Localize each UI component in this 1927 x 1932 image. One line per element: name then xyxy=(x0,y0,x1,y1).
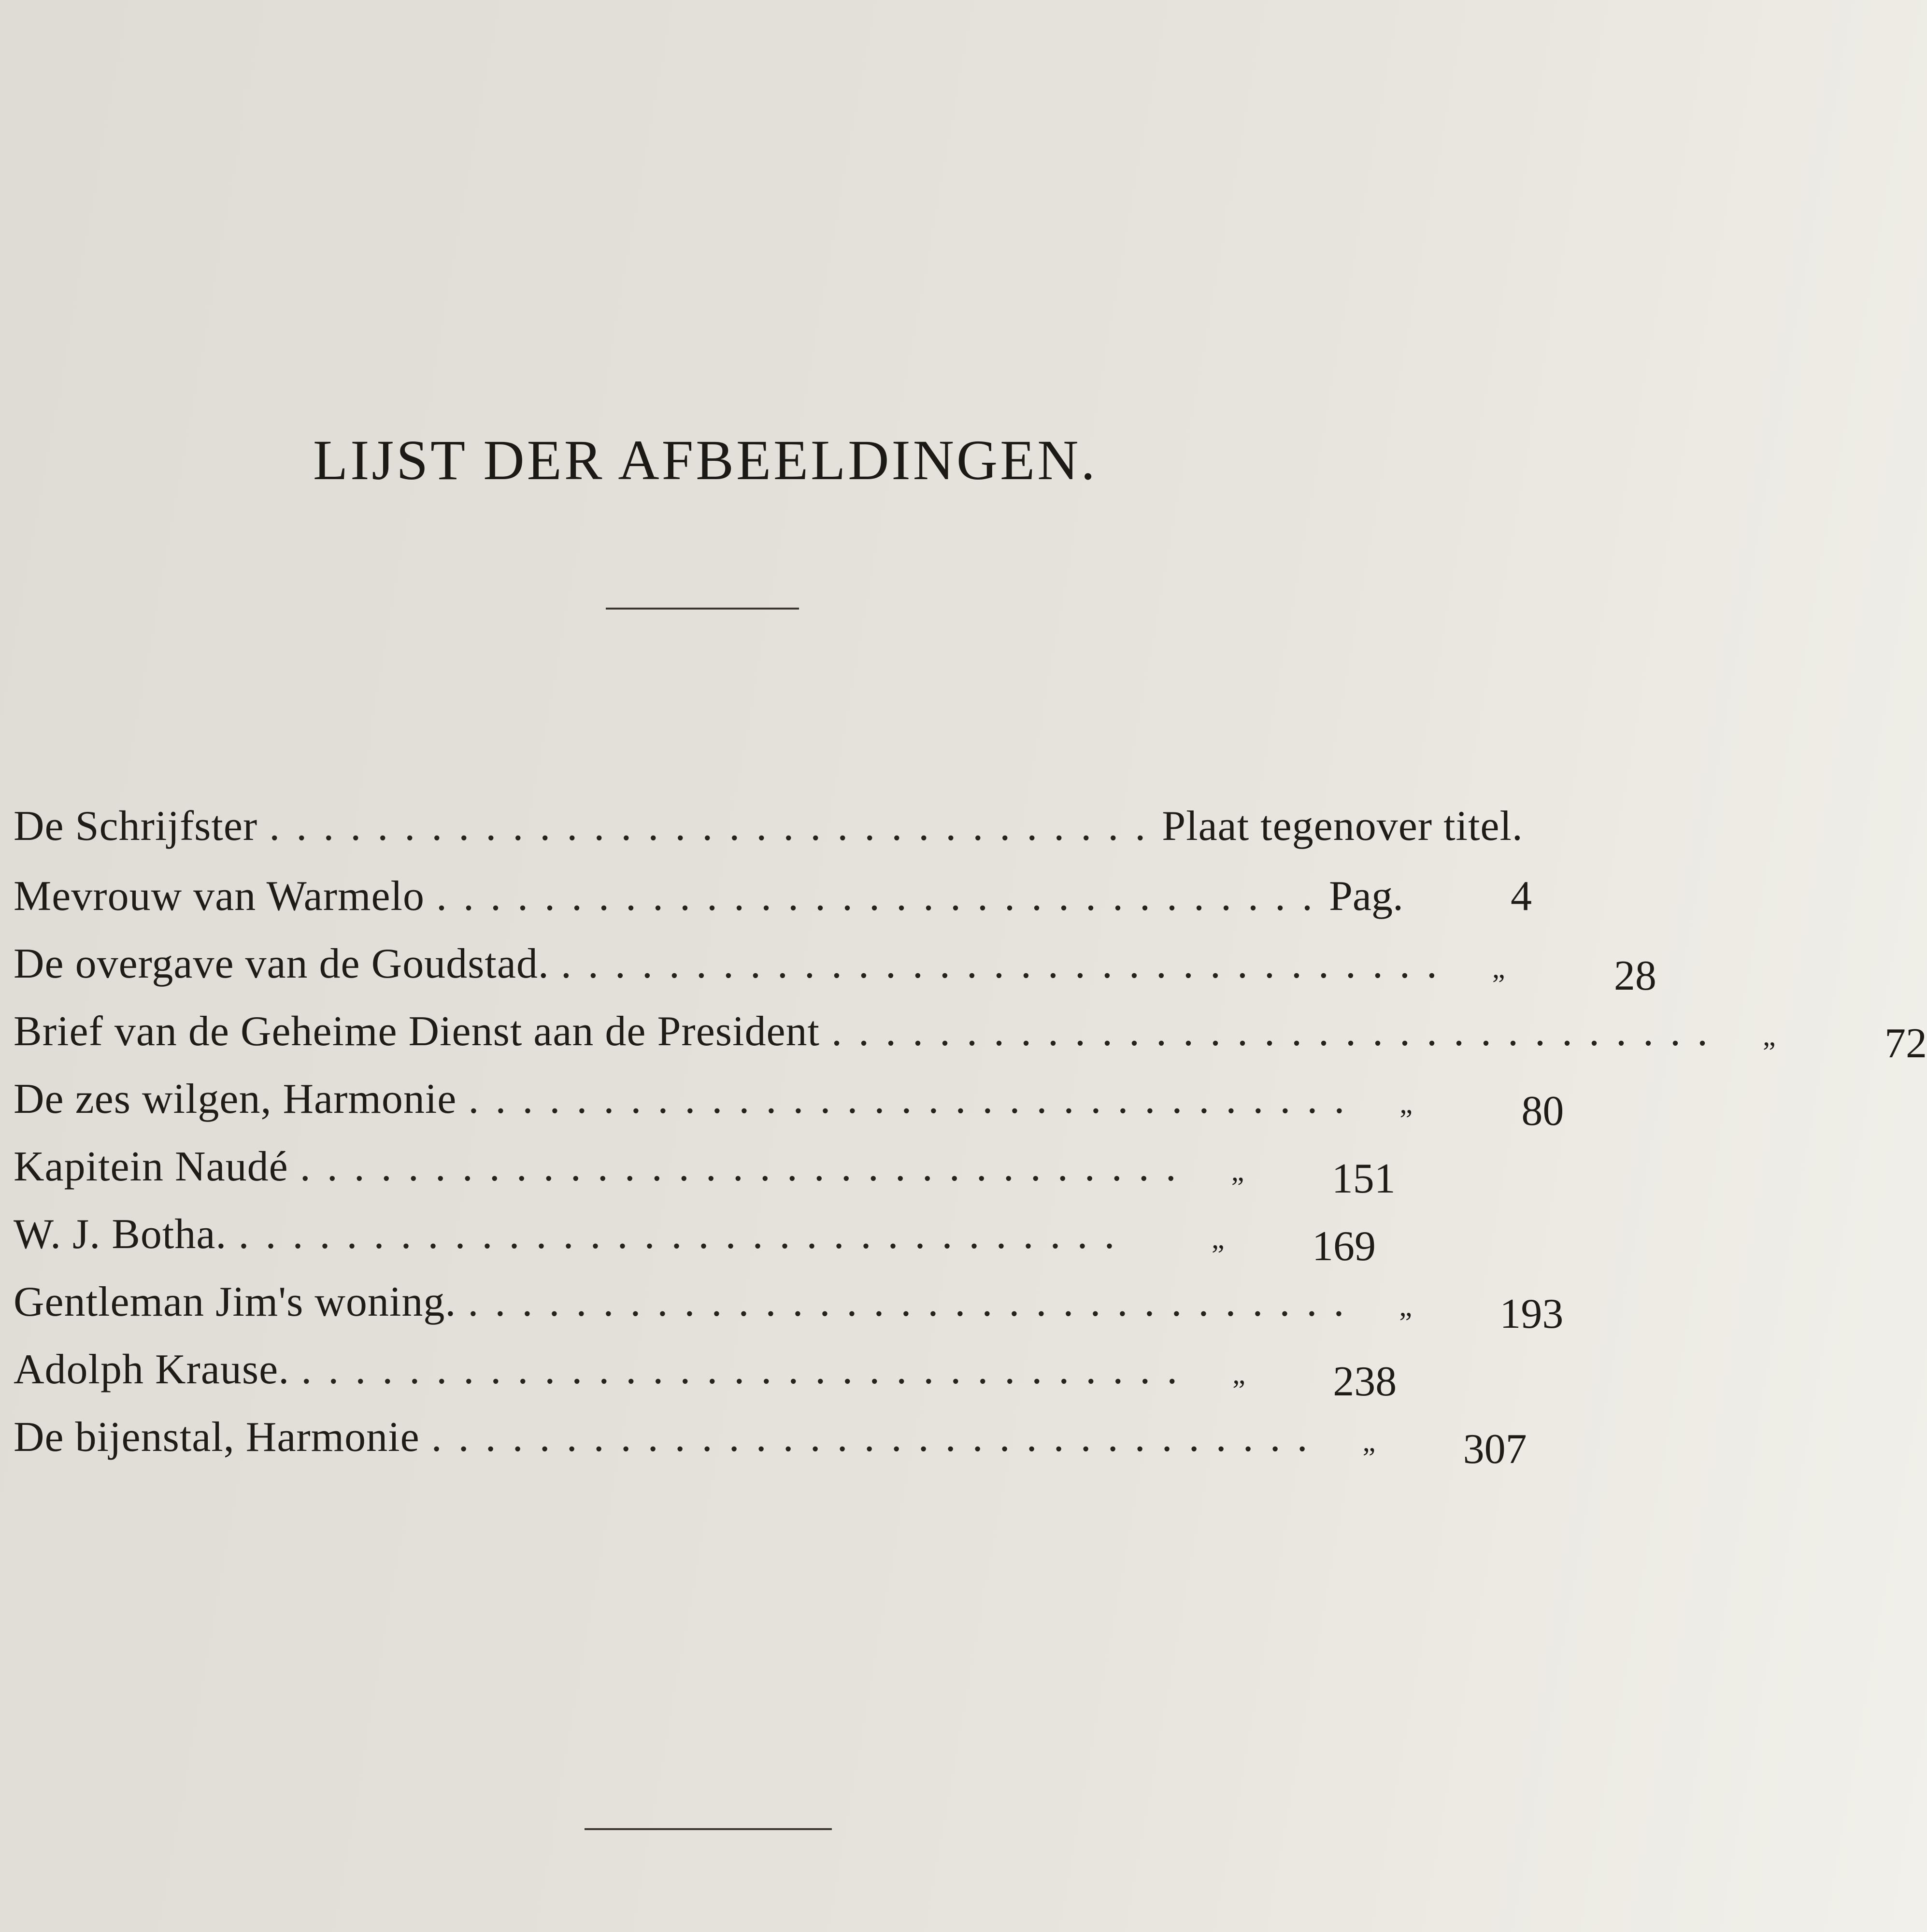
entry-reference xyxy=(1173,1222,1376,1271)
ditto-mark: „ xyxy=(1492,952,1505,984)
page-number: 307 xyxy=(1463,1426,1527,1473)
entry-title: Adolph Krause. xyxy=(14,1346,290,1393)
ditto-mark: „ xyxy=(1362,1425,1376,1457)
list-item xyxy=(14,1075,1564,1135)
entry-title: De bijenstal, Harmonie xyxy=(14,1414,420,1461)
entry-title: De Schrijfster xyxy=(14,803,258,850)
dot-leaders: ................................. xyxy=(436,873,1329,920)
entry-reference: Plaat tegenover titel. xyxy=(1162,803,1523,850)
list-item xyxy=(14,1007,1927,1067)
page-number: 72 xyxy=(1884,1020,1927,1067)
dot-leaders: ................................. xyxy=(269,803,1162,850)
dot-leaders: ................................. xyxy=(468,1076,1361,1122)
list-item xyxy=(14,939,1656,999)
entry-title: W. J. Botha. xyxy=(14,1211,227,1258)
dot-leaders: ................................. xyxy=(300,1143,1193,1190)
entry-title: Mevrouw van Warmelo xyxy=(14,873,425,920)
dot-leaders: ................................. xyxy=(468,1279,1361,1325)
entry-title: De overgave van de Goudstad. xyxy=(14,940,549,987)
dot-leaders: ................................. xyxy=(831,1008,1724,1055)
list-item xyxy=(14,802,1523,855)
entry-reference xyxy=(1361,1087,1564,1136)
list-item xyxy=(14,1210,1376,1270)
ditto-mark: „ xyxy=(1212,1222,1225,1254)
entry-reference xyxy=(1193,1154,1396,1203)
dot-leaders: ................................. xyxy=(431,1414,1324,1461)
page-number: 151 xyxy=(1331,1155,1396,1202)
entry-title: Kapitein Naudé xyxy=(14,1143,288,1190)
entry-reference xyxy=(1360,1290,1563,1338)
entry-reference xyxy=(1724,1019,1927,1068)
list-item xyxy=(14,1345,1397,1405)
entry-reference xyxy=(1324,1425,1527,1474)
dot-leaders: ................................. xyxy=(301,1346,1194,1393)
page-number: 169 xyxy=(1312,1223,1376,1270)
dot-leaders: ................................. xyxy=(238,1211,1131,1258)
entry-reference xyxy=(1329,872,1532,921)
top-divider xyxy=(606,608,799,610)
list-item xyxy=(14,1413,1527,1473)
entry-reference xyxy=(1194,1357,1397,1406)
ditto-mark: „ xyxy=(1399,1290,1412,1322)
ditto-mark: „ xyxy=(1232,1358,1245,1390)
page-number: 193 xyxy=(1499,1291,1564,1337)
entry-title: Brief van de Geheime Dienst aan de President xyxy=(14,1008,820,1055)
page-title: LIJST DER AFBEELDINGEN. xyxy=(313,428,1098,492)
ditto-mark: „ xyxy=(1763,1020,1776,1051)
list-item xyxy=(14,872,1532,925)
entry-title: Gentleman Jim's woning. xyxy=(14,1279,457,1325)
list-item xyxy=(14,1278,1564,1337)
page-label: Pag. xyxy=(1328,873,1403,920)
entry-title: De zes wilgen, Harmonie xyxy=(14,1076,457,1122)
dot-leaders: ................................. xyxy=(560,940,1454,987)
page-number: 4 xyxy=(1510,873,1532,920)
page-number: 28 xyxy=(1613,952,1656,999)
entry-reference xyxy=(1454,952,1656,1000)
page-number: 80 xyxy=(1521,1088,1564,1135)
ditto-mark: „ xyxy=(1399,1087,1413,1119)
ditto-mark: „ xyxy=(1231,1155,1244,1187)
list-item xyxy=(14,1142,1396,1202)
page-number: 238 xyxy=(1333,1358,1397,1405)
bottom-divider xyxy=(585,1828,832,1830)
